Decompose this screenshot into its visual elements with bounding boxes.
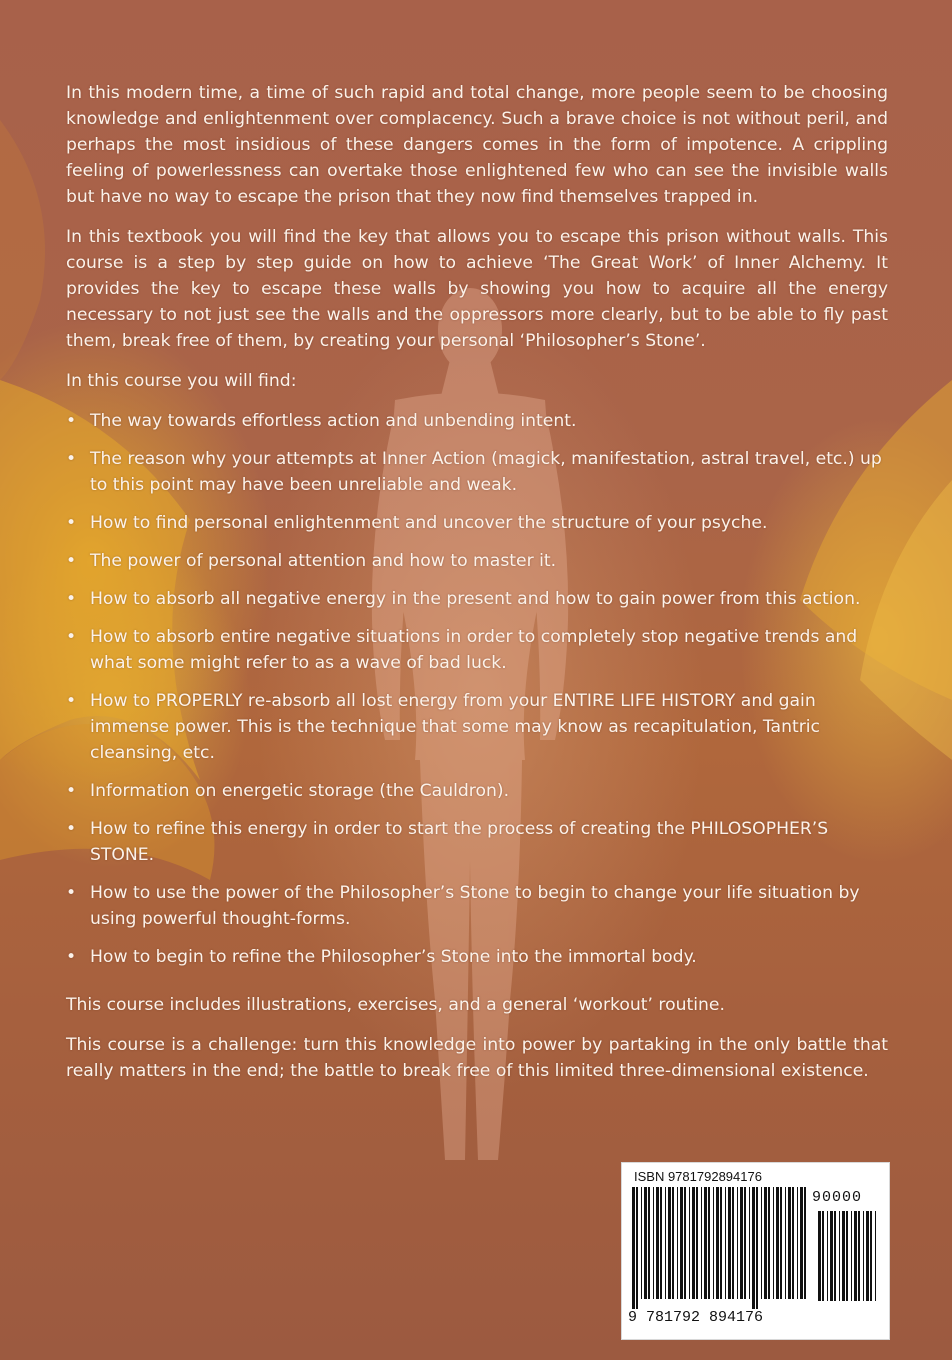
list-item: [66, 944, 888, 970]
bullet-icon: •: [66, 589, 77, 609]
price-code: 90000: [812, 1189, 863, 1206]
barcode-bar: [800, 1187, 803, 1299]
barcode-bar: [773, 1187, 774, 1299]
barcode-bar: [863, 1211, 864, 1301]
barcode-bar: [846, 1211, 848, 1301]
list-item: [66, 816, 888, 868]
barcode-bar: [704, 1187, 707, 1299]
barcode-bar: [797, 1187, 798, 1299]
barcode-bar: [749, 1187, 750, 1299]
list-item-text: How to use the power of the Philosopher’s Stone to begin to change your life situation by using powerful thought-forms.: [90, 883, 860, 929]
barcode-bar: [858, 1211, 860, 1301]
barcode-bar: [792, 1187, 794, 1299]
list-item-text: How to absorb entire negative situations in order to completely stop negative trends and what some might refer to as a wave of bad luck.: [90, 627, 858, 673]
barcode-bar: [788, 1187, 791, 1299]
barcode-bar: [680, 1187, 683, 1299]
list-item: [66, 880, 888, 932]
barcode-bar: [641, 1187, 642, 1299]
barcode-bar: [830, 1211, 833, 1301]
bullet-icon: •: [66, 781, 77, 801]
barcode-bar: [839, 1211, 840, 1301]
list-item-text: The power of personal attention and how to master it.: [90, 551, 557, 571]
barcode-bar: [692, 1187, 695, 1299]
barcode-bar: [732, 1187, 734, 1299]
barcode-bar: [713, 1187, 714, 1299]
list-item-text: Information on energetic storage (the Cauldron).: [90, 781, 510, 801]
list-item: [66, 586, 888, 612]
bullet-icon: •: [66, 819, 77, 839]
barcode-bar: [696, 1187, 698, 1299]
barcode-bar: [672, 1187, 674, 1299]
list-item: [66, 688, 888, 766]
barcode-bar: [668, 1187, 671, 1299]
barcode-bar: [756, 1187, 758, 1309]
list-intro: In this course you will find:: [66, 371, 297, 391]
barcode-bar: [656, 1187, 659, 1299]
list-item: [66, 446, 888, 498]
barcode-bar: [716, 1187, 719, 1299]
barcode-bar: [720, 1187, 722, 1299]
intro-paragraph-1: In this modern time, a time of such rapid and total change, more people seem to be choosing knowledge and enlightenment over complacency. Such a brave choice is not without peril, and perhaps the most insidious of these dangers comes in the form of impotence. A crippling feeling of powerlessness can overtake those enlightened few who can see the invisible walls but have no way to escape the prison that they now find themselves trapped in.: [66, 83, 888, 207]
intro-paragraph-2: In this textbook you will find the key that allows you to escape this prison without walls. This course is a step by step guide on how to achieve ‘The Great Work’ of Inner Alchemy. It provides the key to escape these walls by showing you how to acquire all the energy necessary to not just see the walls and the oppressors more clearly, but to be able to fly past them, break free of them, by creating your personal ‘Philosopher’s Stone’.: [66, 227, 888, 351]
bullet-icon: •: [66, 551, 77, 571]
barcode-bar: [725, 1187, 726, 1299]
barcode-bar: [684, 1187, 686, 1299]
bullet-icon: •: [66, 449, 77, 469]
bullet-icon: •: [66, 883, 77, 903]
barcode-bar: [689, 1187, 690, 1299]
isbn-label: ISBN 9781792894176: [634, 1169, 762, 1184]
barcode-bar: [866, 1211, 869, 1301]
barcode-bar: [761, 1187, 762, 1299]
barcode-bar: [644, 1187, 647, 1299]
bullet-icon: •: [66, 691, 77, 711]
list-item-text: How to absorb all negative energy in the present and how to gain power from this action.: [90, 589, 861, 609]
list-item: [66, 548, 888, 574]
list-item-text: How to PROPERLY re-absorb all lost energy from your ENTIRE LIFE HISTORY and gain immense power. This is the technique that some may know as recapitulation, Tantric cleansing, etc.: [90, 691, 820, 763]
barcode-bar: [842, 1211, 845, 1301]
isbn-barcode: [621, 1162, 890, 1340]
list-item-text: How to refine this energy in order to start the process of creating the PHILOSOPHER’S STONE.: [90, 819, 829, 865]
barcode-bar: [822, 1211, 824, 1301]
bullet-icon: •: [66, 411, 77, 431]
list-item-text: The way towards effortless action and unbending intent.: [90, 411, 577, 431]
bullet-icon: •: [66, 947, 77, 967]
bullet-icon: •: [66, 627, 77, 647]
barcode-bar: [875, 1211, 876, 1301]
list-item: [66, 408, 888, 434]
barcode-bar: [660, 1187, 662, 1299]
barcode-bar: [737, 1187, 738, 1299]
barcode-bar: [776, 1187, 779, 1299]
barcode-bar: [851, 1211, 852, 1301]
bullet-icon: •: [66, 513, 77, 533]
list-item: [66, 510, 888, 536]
barcode-bar: [708, 1187, 710, 1299]
barcode-bar: [752, 1187, 755, 1309]
barcode-bar: [665, 1187, 666, 1299]
barcode-bar: [764, 1187, 767, 1299]
barcode-bar: [827, 1211, 828, 1301]
barcode-bar: [818, 1211, 821, 1301]
barcode-bar: [632, 1187, 635, 1309]
list-item: [66, 778, 888, 804]
barcode-bar: [677, 1187, 678, 1299]
isbn-digits: 9 781792 894176: [628, 1309, 764, 1326]
main-barcode-bars: [630, 1187, 810, 1311]
feature-list: [66, 408, 888, 970]
list-item: [66, 624, 888, 676]
barcode-bar: [780, 1187, 782, 1299]
barcode-bar: [653, 1187, 654, 1299]
closing-paragraph-1: This course includes illustrations, exercises, and a general ‘workout’ routine.: [66, 995, 725, 1015]
barcode-bar: [701, 1187, 702, 1299]
barcode-bar: [834, 1211, 836, 1301]
barcode-bar: [740, 1187, 743, 1299]
barcode-bar: [744, 1187, 746, 1299]
barcode-bar: [636, 1187, 638, 1309]
list-item-text: The reason why your attempts at Inner Action (magick, manifestation, astral travel, etc.) up to this point may have been unreliable and weak.: [90, 449, 882, 495]
price-barcode-bars: [816, 1211, 880, 1309]
barcode-bar: [785, 1187, 786, 1299]
list-item-text: How to begin to refine the Philosopher’s Stone into the immortal body.: [90, 947, 697, 967]
barcode-bar: [804, 1187, 806, 1299]
back-cover-text: [66, 80, 888, 1098]
barcode-bar: [870, 1211, 872, 1301]
closing-paragraph-2: This course is a challenge: turn this knowledge into power by partaking in the only battle that really matters in the end; the battle to break free of this limited three-dimensional existence.: [66, 1035, 888, 1081]
barcode-bar: [728, 1187, 731, 1299]
left-top-curtain: [0, 120, 45, 380]
barcode-bar: [648, 1187, 650, 1299]
barcode-bar: [854, 1211, 857, 1301]
barcode-bar: [768, 1187, 770, 1299]
list-item-text: How to find personal enlightenment and uncover the structure of your psyche.: [90, 513, 768, 533]
